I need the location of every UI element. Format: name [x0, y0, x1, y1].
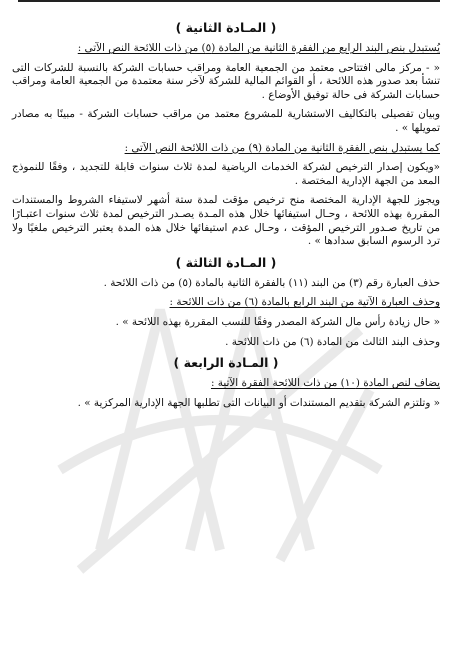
article-2-intro-2: كما يستبدل بنص الفقرة الثانية من المادة (٩) من ذات اللائحة النص الآتى : — [124, 141, 440, 154]
article-3-line-4: وحذف البند الثالث من المادة (٦) من ذات اللائحة . — [225, 335, 440, 348]
article-2-intro: يُستبدل بنص البند الرابع من الفقرة الثانية من المادة (٥) من ذات اللائحة النص الآتى : — [77, 42, 440, 54]
article-3-line-3: « حال زيادة رأس مال الشركة المصدر وفقًا للنسب المقررة بهذه اللائحة » . — [115, 315, 440, 328]
article-3-heading: ( المـادة الثالثة ) — [175, 254, 277, 270]
document-body — [12, 20, 440, 416]
article-2-heading: ( المـادة الثانية ) — [175, 20, 277, 35]
article-4-heading: ( المـادة الرابعة ) — [173, 355, 279, 371]
article-2-quote-4: ويجوز للجهة الإدارية المختصة منح ترخيص مؤقت لمدة ستة أشهر لاستيفاء الشروط والمستندات المقررة بهذه اللائحة ، وحـال استيفائها خلال هذه المـدة يصـدر الترخيص لمدة ثلاث سنوات اعتبـارًا من تاريخ صـدور الترخيص المؤقت ، وحـال عدم استيفائها خلال هذه المدة يعتبر الترخيص ملغيًا ولا ترد الرسوم السابق سدادها » . — [12, 194, 440, 248]
top-rule — [18, 0, 440, 2]
article-3-line-2: وحذف العبارة الآتية من البند الرابع بالمادة (٦) من ذات اللائحة : — [169, 296, 440, 309]
article-4-line-1: يضاف لنص المادة (١٠) من ذات اللائحة الفقرة الآتية : — [210, 377, 440, 390]
article-4-line-2: « وتلتزم الشركة بتقديم المستندات أو البيانات التى تطلبها الجهة الإدارية المركزية » . — [77, 396, 440, 409]
article-2-quote-3: «ويكون إصدار الترخيص لشركة الخدمات الرياضية لمدة ثلاث سنوات قابلة للتجديد ، وفقًا للنموذج المعد من الجهة الإدارية المختصة . — [12, 161, 440, 187]
article-2-quote-2: وبيان تفصيلى بالتكاليف الاستشارية للمشروع معتمد من مراقب حسابات الشركة - مبينًا به مصادر تمويلها » . — [12, 108, 440, 134]
article-2-quote-1: « - مركز مالى افتتاحى معتمد من الجمعية العامة ومراقب حسابات الشركة بالنسبة للشركات التى تنشأ بعد صدور هذه اللائحة ، أو القوائم المالية للشركة لآخر سنة معتمدة من الجمعية العامة ومراقب حسابات الشركة فى حالة توفيق الأوضاع . — [12, 61, 440, 101]
article-3-line-1: حذف العبارة رقم (٣) من البند (١١) بالفقرة الثانية بالمادة (٥) من ذات اللائحة . — [103, 276, 440, 289]
